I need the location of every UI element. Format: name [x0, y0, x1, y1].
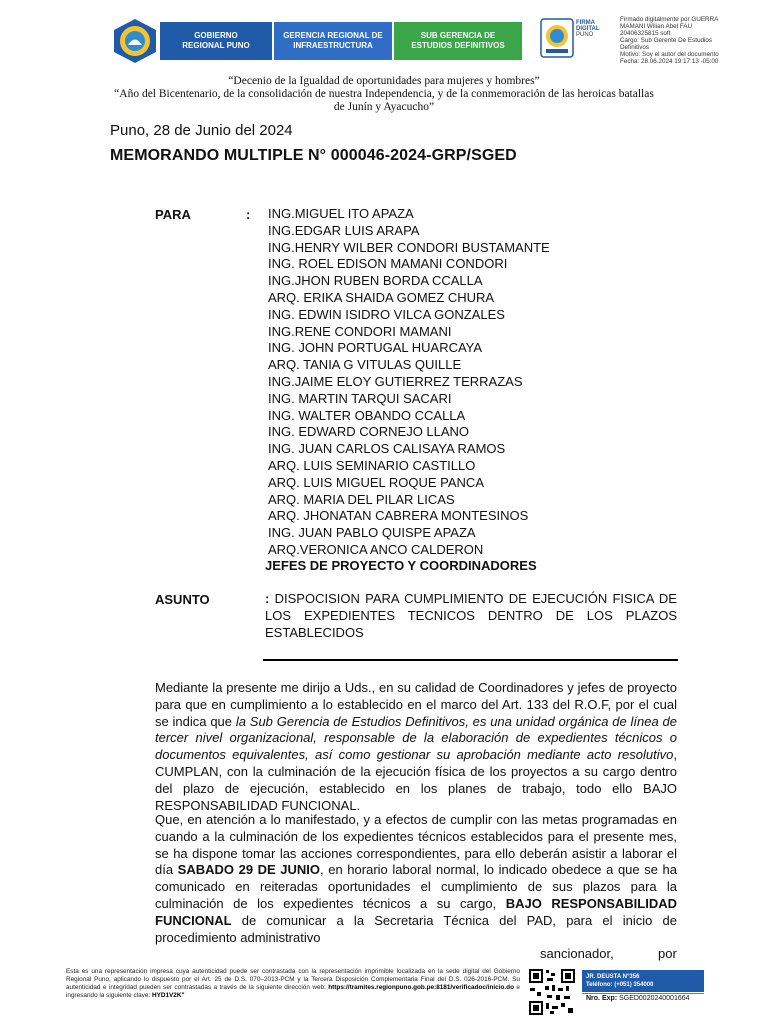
asunto-label: ASUNTO [155, 592, 210, 607]
p2-text-b: , en horario laboral normal, lo indicado obedece a que se ha comunicado en reiteradas oportunidades el cumplimiento de sus plazos para la culminación de los expedientes técnicos a su cargo, [155, 862, 678, 911]
p2-text-a: Que, en atención a lo manifestado, y a efectos de cumplir con las metas programadas en cuando a la culminación de los expedientes técnicos establecidos para el presente mes, se ha dispone tomar las acciones correspondientes, para ello deberán asistir a laborar el día [155, 812, 677, 878]
para-colon: : [246, 207, 251, 222]
exp-label: Nro. Exp: [586, 995, 618, 1002]
document-date: Puno, 28 de Junio del 2024 [110, 122, 293, 139]
firma-digital-badge [576, 20, 616, 56]
recipient-item: ING. EDWARD CORNEJO LLANO [268, 424, 470, 440]
verification-key: HYD1V2K [151, 992, 182, 999]
asunto-text [265, 591, 677, 641]
recipient-item: ARQ. TANIA G VITULAS QUILLE [268, 357, 462, 373]
exp-value: SGED0020240001664 [619, 995, 690, 1002]
recipient-item: ING.JHON RUBEN BORDA CCALLA [268, 273, 483, 289]
para-label: PARA [155, 207, 191, 222]
body-paragraph-2 [155, 812, 677, 946]
recipient-item: ING. JUAN PABLO QUISPE APAZA [268, 525, 476, 541]
recipient-item: ING. WALTER OBANDO CCALLA [268, 407, 466, 423]
authenticity-note [66, 968, 520, 1000]
recipient-item: ING.EDGAR LUIS ARAPA [268, 222, 420, 238]
sig-line: MAMANI Wilian Abel FAU [620, 23, 693, 30]
recipient-item: ING. EDWIN ISIDRO VILCA GONZALES [268, 306, 505, 322]
verification-url[interactable]: https://tramites.regionpuno.gob.pe:8181/verificadoc/inicio.do [328, 984, 514, 991]
recipient-item: ARQ. MARIA DEL PILAR LICAS [268, 491, 455, 507]
gobierno-regional-puno-logo [112, 18, 158, 64]
note-text-a: Esta es una representación impresa cuya autenticidad puede ser contrastada con la representación imprimible localizada en la sede digital del Gobierno Regional Puno, aplicando lo dispuesto por el Art. 25 de D.S. 070–2013-PCM y la Tercera Disposición Complementaria Final del D.S. 026-2016-PCM. Su autenticidad e integridad pueden ser contrastadas a través de la siguiente dirección web: [66, 968, 520, 991]
firma-title: FIRMA DIGITAL [576, 20, 600, 32]
asunto-subject: DISPOCISION PARA CUMPLIMIENTO DE EJECUCIÓN FISICA DE LOS EXPEDIENTES TECNICOS DENTRO DE LOS PLAZOS ESTABLECIDOS [265, 591, 677, 640]
gobierno-regional-puno-box [160, 22, 272, 60]
digital-signature-text [620, 16, 760, 65]
sig-line: Motivo: Soy el autor del documento [620, 51, 719, 58]
box1-line2: REGIONAL PUNO [182, 41, 250, 50]
decenio-quote: “Decenio de la Igualdad de oportunidades para mujeres y hombres” [228, 75, 540, 87]
recipients-role: JEFES DE PROYECTO Y COORDINADORES [265, 558, 537, 573]
continuation-por: por [658, 946, 677, 961]
sig-line: Cargo: Sub Gerente De Estudios [620, 37, 713, 44]
sig-line: Firmado digitalmente por GUERRA [620, 16, 719, 23]
address-divider [582, 993, 704, 994]
note-text-b: e ingresando la siguiente clave: [66, 984, 520, 999]
p1-italic: la Sub Gerencia de Estudios Definitivos, es una unidad orgánica de línea de tercer nivel organizacional, responsable de la elaboración de expedientes técnicos o documentos equivalentes, así como gestionar su aprobación mediante acto resolutivo [155, 713, 677, 763]
recipient-item: ING. JOHN PORTUGAL HUARCAYA [268, 340, 483, 356]
body-paragraph-1 [155, 680, 677, 814]
memo-title: MEMORANDO MULTIPLE N° 000046-2024-GRP/SGED [110, 147, 517, 164]
p1-text-b: , CUMPLAN, con la culminación de la ejecución física de los proyectos a su cargo dentro del plazo de ejecución, establecido en los planes de trabajo, todo ello BAJO RESPONSABILIDAD FUNCIONAL. [155, 747, 677, 813]
address-street: JR. DEUSTA N°356 [586, 974, 640, 980]
address-box [582, 970, 704, 992]
p2-bold-responsabilidad: BAJO RESPONSABILIDAD FUNCIONAL [155, 895, 677, 928]
p2-text-c: de comunicar a la Secretaria Técnica del PAD, para el inicio de procedimiento administrativo [155, 912, 677, 945]
expediente-number [586, 995, 690, 1002]
recipient-item: ING. JUAN CARLOS CALISAYA RAMOS [268, 441, 506, 457]
recipient-item: ING.HENRY WILBER CONDORI BUSTAMANTE [268, 239, 550, 255]
recipient-item: ING.RENE CONDORI MAMANI [268, 323, 452, 339]
recipient-item: ING. MARTIN TARQUI SACARI [268, 390, 452, 406]
note-end: " [181, 992, 185, 999]
qr-code-icon [528, 968, 576, 1016]
sub-gerencia-estudios-box: SUB GERENCIA DE ESTUDIOS DEFINITIVOS [394, 22, 522, 60]
recipient-item: ING.MIGUEL ITO APAZA [268, 206, 414, 221]
signature-seal-icon [540, 18, 574, 58]
sig-line: Definitivos [620, 44, 650, 51]
asunto-colon: : [265, 591, 270, 606]
box1-line1: GOBIERNO [194, 31, 238, 40]
recipient-item: ARQ.VERONICA ANCO CALDERON [268, 541, 484, 557]
recipient-item: ARQ. LUIS SEMINARIO CASTILLO [268, 457, 476, 473]
recipient-item: ARQ. LUIS MIGUEL ROQUE PANCA [268, 474, 484, 490]
sig-line: 20406325815 soft [620, 30, 671, 37]
bicentenario-quote: “Año del Bicentenario, de la consolidación de nuestra Independencia, y de la conmemoración de las heroicas batallas de Junín y Ayacucho” [114, 88, 654, 113]
recipients-list [268, 206, 550, 559]
asunto-divider [263, 659, 678, 661]
sig-line: Fecha: 28.06.2024 19:17:13 -05:00 [620, 58, 719, 65]
recipient-item: ING.JAIME ELOY GUTIERREZ TERRAZAS [268, 373, 523, 389]
address-phone: Teléfono: (+051) 354000 [586, 982, 654, 988]
firma-org: PUNO [576, 32, 594, 38]
p2-bold-date: SABADO 29 DE JUNIO [177, 862, 321, 878]
recipient-item: ARQ. ERIKA SHAIDA GOMEZ CHURA [268, 289, 495, 305]
continuation-sancionador: sancionador, [540, 946, 614, 961]
gerencia-infraestructura-box: GERENCIA REGIONAL DE INFRAESTRUCTURA [274, 22, 392, 60]
recipient-item: ING. ROEL EDISON MAMANI CONDORI [268, 256, 508, 272]
p1-text-a: Mediante la presente me dirijo a Uds., en su calidad de Coordinadores y jefes de proyecto para que en cumplimiento a lo establecido en el marco del Art. 133 del R.O.F, por el cual se indica que [155, 680, 677, 729]
recipient-item: ARQ. JHONATAN CABRERA MONTESINOS [268, 508, 529, 524]
